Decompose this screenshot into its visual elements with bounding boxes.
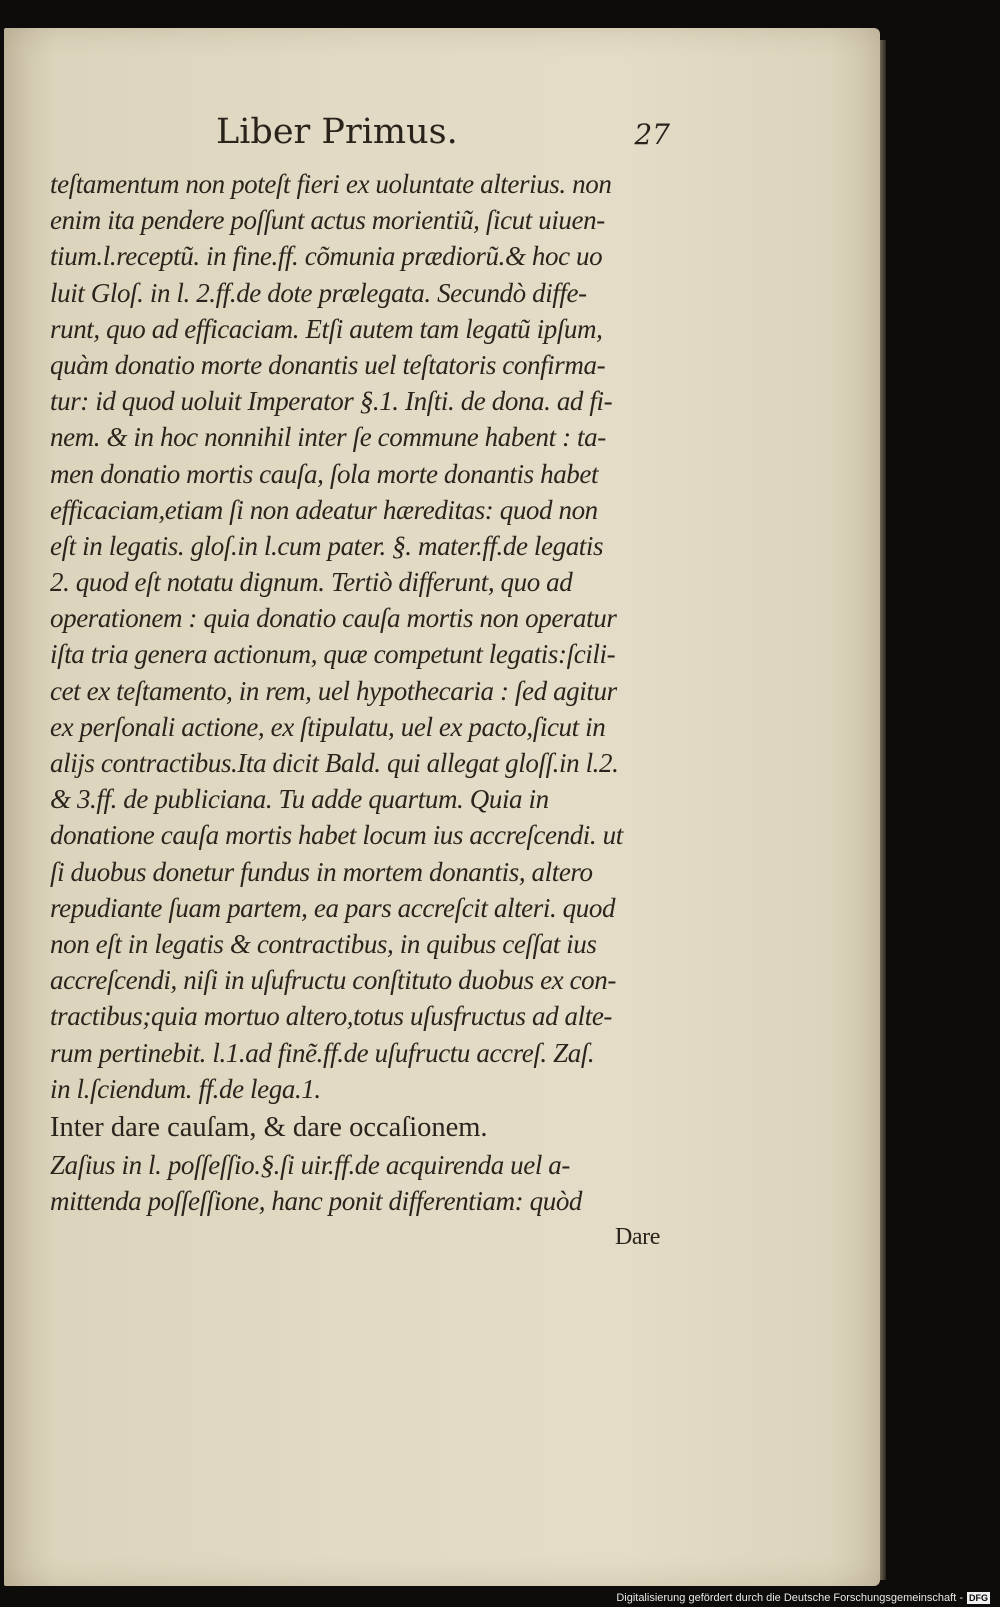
text-line: rum pertinebit. l.1.ad finẽ.ff.de uſufructu accreſ. Zaſ. xyxy=(50,1037,595,1068)
text-line: enim ita pendere poſſunt actus morientiũ, ſicut uiuen- xyxy=(50,205,605,236)
text-line: cet ex teſtamento, in rem, uel hypothecaria : ſed agitur xyxy=(50,675,617,706)
section-heading: Inter dare cauſam, & dare occaſionem. xyxy=(50,1111,488,1143)
digitization-footer xyxy=(616,1590,990,1606)
text-line: iſta tria genera actionum, quæ competunt legatis:ſcili- xyxy=(50,639,616,670)
text-line: 2. quod eſt notatu dignum. Tertiò differunt, quo ad xyxy=(50,567,573,598)
text-line: mittenda poſſeſſione, hanc ponit differentiam: quòd xyxy=(50,1186,583,1217)
page-header xyxy=(50,112,670,162)
text-line: nem. & in hoc nonnihil inter ſe commune habent : ta- xyxy=(50,422,606,453)
text-line: Zaſius in l. poſſeſſio.§.ſi uir.ff.de acquirenda uel a- xyxy=(50,1149,570,1180)
text-line: donatione cauſa mortis habet locum ius accreſcendi. ut xyxy=(50,820,623,851)
running-head: Liber Primus. xyxy=(216,112,458,152)
text-line: efficaciam,etiam ſi non adeatur hæreditas: quod non xyxy=(50,494,598,525)
text-line: ſi duobus donetur fundus in mortem donantis, altero xyxy=(50,856,593,887)
page-edge xyxy=(880,40,886,1580)
text-line: runt, quo ad efficaciam. Etſi autem tam legatũ ipſum, xyxy=(50,313,603,344)
dfg-logo: DFG xyxy=(969,1593,988,1603)
text-line: alijs contractibus.Ita dicit Bald. qui allegat gloſſ.in l.2. xyxy=(50,748,619,778)
text-line: eſt in legatis. gloſ.in l.cum pater. §. mater.ff.de legatis xyxy=(50,530,604,561)
text-line: non eſt in legatis & contractibus, in quibus ceſſat ius xyxy=(50,928,597,959)
text-line: tur: id quod uoluit Imperator §.1. Inſti. de dona. ad fi- xyxy=(50,386,613,417)
text-block xyxy=(50,166,660,1255)
text-line: men donatio mortis cauſa, ſola morte donantis habet xyxy=(50,458,599,489)
text-line: quàm donatio morte donantis uel teſtatoris confirma- xyxy=(50,349,606,380)
text-line: tium.l.receptũ. in fine.ff. cõmunia prædiorũ.& hoc uo xyxy=(50,241,603,272)
text-line: luit Gloſ. in l. 2.ff.de dote prælegata. Secundò diffe- xyxy=(50,277,587,308)
text-line: in l.ſciendum. ff.de lega.1. xyxy=(50,1073,321,1104)
catchword: Dare xyxy=(614,1224,660,1251)
text-line: & 3.ff. de publiciana. Tu adde quartum. Quia in xyxy=(50,784,549,815)
text-line: repudiante ſuam partem, ea pars accreſcit alteri. quod xyxy=(50,892,616,923)
text-line: teſtamentum non poteſt fieri ex uoluntate alterius. non xyxy=(50,169,612,199)
page-number: 27 xyxy=(634,118,670,151)
text-line: tractibus;quia mortuo altero,totus uſusfructus ad alte- xyxy=(50,1001,612,1032)
funding-credit: Digitalisierung gefördert durch die Deutsche Forschungsgemeinschaft - xyxy=(616,1592,963,1604)
text-line: accreſcendi, niſi in uſufructu conſtituto duobus ex con- xyxy=(50,965,616,996)
text-line: operationem : quia donatio cauſa mortis non operatur xyxy=(50,603,617,634)
text-line: ex perſonali actione, ex ſtipulatu, uel ex pacto,ſicut in xyxy=(50,711,606,742)
